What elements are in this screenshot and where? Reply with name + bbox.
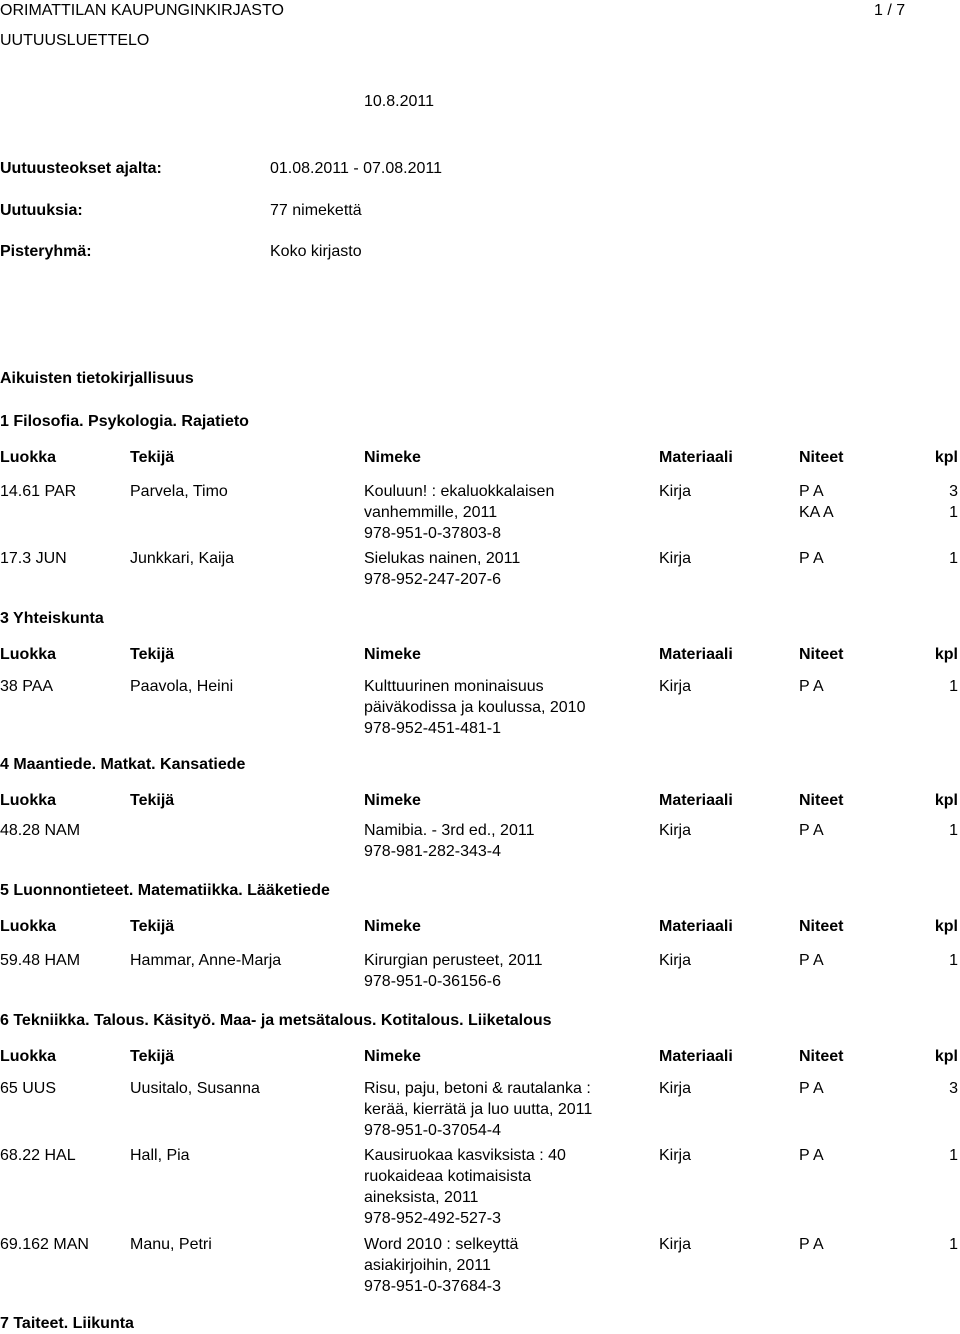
new-count-label: Uutuuksia: xyxy=(0,202,83,219)
material: Kirja xyxy=(659,1080,692,1097)
volume-line: P A xyxy=(799,1147,824,1164)
title-cell xyxy=(364,820,534,862)
material: Kirja xyxy=(659,822,692,839)
column-header-volumes: Niteet xyxy=(799,1048,844,1065)
column-header-count: kpl xyxy=(934,1048,958,1065)
material: Kirja xyxy=(659,952,692,969)
author: Manu, Petri xyxy=(130,1236,212,1253)
class-code: 38 PAA xyxy=(0,678,54,695)
period-label: Uutuusteokset ajalta: xyxy=(0,160,162,177)
column-header-class: Luokka xyxy=(0,646,57,663)
count-cell xyxy=(949,1145,958,1166)
column-header-count: kpl xyxy=(934,646,958,663)
author: Hall, Pia xyxy=(130,1147,190,1164)
column-header-author: Tekijä xyxy=(130,1048,175,1065)
title-line: Kouluun! : ekaluokkalaisen xyxy=(364,483,555,500)
material: Kirja xyxy=(659,483,692,500)
class-code: 59.48 HAM xyxy=(0,952,81,969)
title-cell xyxy=(364,1234,518,1297)
volume-line: P A xyxy=(799,822,824,839)
title-line: 978-951-0-37803-8 xyxy=(364,525,501,542)
count-cell xyxy=(949,548,958,569)
column-header-volumes: Niteet xyxy=(799,449,844,466)
column-header-volumes: Niteet xyxy=(799,918,844,935)
column-header-author: Tekijä xyxy=(130,918,175,935)
location-group-label: Pisteryhmä: xyxy=(0,243,92,260)
title-line: Kirurgian perusteet, 2011 xyxy=(364,952,543,969)
title-line: 978-951-0-37684-3 xyxy=(364,1278,501,1295)
section-heading: 1 Filosofia. Psykologia. Rajatieto xyxy=(0,413,249,430)
title-line: Word 2010 : selkeyttä xyxy=(364,1236,519,1253)
count-line: 1 xyxy=(949,1236,958,1253)
count-line: 3 xyxy=(949,1080,958,1097)
count-cell xyxy=(949,481,958,523)
class-code: 65 UUS xyxy=(0,1080,57,1097)
volumes-cell xyxy=(799,481,834,523)
title-cell xyxy=(364,676,585,739)
column-header-count: kpl xyxy=(934,792,958,809)
column-header-count: kpl xyxy=(934,918,958,935)
column-header-class: Luokka xyxy=(0,918,57,935)
title-line: kerää, kierrätä ja luo uutta, 2011 xyxy=(364,1101,593,1118)
column-header-material: Materiaali xyxy=(659,646,733,663)
column-header-material: Materiaali xyxy=(659,792,733,809)
author: Paavola, Heini xyxy=(130,678,234,695)
column-header-title: Nimeke xyxy=(364,792,421,809)
column-header-title: Nimeke xyxy=(364,1048,421,1065)
column-header-author: Tekijä xyxy=(130,792,175,809)
volume-line: P A xyxy=(799,550,824,567)
title-line: 978-951-0-37054-4 xyxy=(364,1122,501,1139)
report-date: 10.8.2011 xyxy=(364,93,434,110)
class-code: 14.61 PAR xyxy=(0,483,77,500)
column-header-class: Luokka xyxy=(0,449,57,466)
material: Kirja xyxy=(659,678,692,695)
author: Parvela, Timo xyxy=(130,483,228,500)
material: Kirja xyxy=(659,1236,692,1253)
count-line: 1 xyxy=(949,550,958,567)
column-header-class: Luokka xyxy=(0,792,57,809)
volume-line: P A xyxy=(799,483,824,500)
column-header-author: Tekijä xyxy=(130,646,175,663)
column-header-title: Nimeke xyxy=(364,449,421,466)
author: Junkkari, Kaija xyxy=(130,550,235,567)
title-line: Kulttuurinen moninaisuus xyxy=(364,678,544,695)
location-group-value: Koko kirjasto xyxy=(270,243,362,260)
class-code: 69.162 MAN xyxy=(0,1236,89,1253)
column-header-author: Tekijä xyxy=(130,449,175,466)
title-line: Namibia. - 3rd ed., 2011 xyxy=(364,822,535,839)
section-heading: 6 Tekniikka. Talous. Käsityö. Maa- ja metsätalous. Kotitalous. Liiketalous xyxy=(0,1012,552,1029)
title-cell xyxy=(364,950,542,992)
title-line: asiakirjoihin, 2011 xyxy=(364,1257,491,1274)
volumes-cell xyxy=(799,1078,824,1099)
title-line: Risu, paju, betoni & rautalanka : xyxy=(364,1080,591,1097)
title-line: 978-981-282-343-4 xyxy=(364,843,501,860)
class-code: 48.28 NAM xyxy=(0,822,81,839)
title-line: 978-952-451-481-1 xyxy=(364,720,501,737)
title-line: 978-952-492-527-3 xyxy=(364,1210,501,1227)
period-value: 01.08.2011 - 07.08.2011 xyxy=(270,160,442,177)
column-header-material: Materiaali xyxy=(659,918,733,935)
title-line: 978-951-0-36156-6 xyxy=(364,973,501,990)
title-cell xyxy=(364,548,520,590)
title-cell xyxy=(364,1078,592,1141)
volume-line: P A xyxy=(799,678,824,695)
column-header-class: Luokka xyxy=(0,1048,57,1065)
column-header-title: Nimeke xyxy=(364,918,421,935)
category-heading: Aikuisten tietokirjallisuus xyxy=(0,370,194,387)
count-line: 1 xyxy=(949,678,958,695)
column-header-title: Nimeke xyxy=(364,646,421,663)
title-line: aineksista, 2011 xyxy=(364,1189,479,1206)
volume-line: P A xyxy=(799,1080,824,1097)
count-cell xyxy=(949,676,958,697)
volumes-cell xyxy=(799,1145,824,1166)
page-number: 1 / 7 xyxy=(874,2,906,19)
count-cell xyxy=(949,1078,958,1099)
count-cell xyxy=(949,820,958,841)
author: Uusitalo, Susanna xyxy=(130,1080,260,1097)
volume-line: KA A xyxy=(799,504,834,521)
list-title: UUTUUSLUETTELO xyxy=(0,32,150,49)
volumes-cell xyxy=(799,950,824,971)
new-count-value: 77 nimekettä xyxy=(270,202,362,219)
volume-line: P A xyxy=(799,1236,824,1253)
volumes-cell xyxy=(799,820,824,841)
volumes-cell xyxy=(799,676,824,697)
count-line: 1 xyxy=(949,1147,958,1164)
class-code: 17.3 JUN xyxy=(0,550,67,567)
section-heading: 4 Maantiede. Matkat. Kansatiede xyxy=(0,756,246,773)
volumes-cell xyxy=(799,1234,824,1255)
library-name: ORIMATTILAN KAUPUNGINKIRJASTO xyxy=(0,2,284,19)
column-header-material: Materiaali xyxy=(659,1048,733,1065)
author: Hammar, Anne-Marja xyxy=(130,952,282,969)
material: Kirja xyxy=(659,550,692,567)
count-line: 1 xyxy=(949,952,958,969)
count-cell xyxy=(949,950,958,971)
count-line: 1 xyxy=(949,822,958,839)
title-line: 978-952-247-207-6 xyxy=(364,571,501,588)
column-header-material: Materiaali xyxy=(659,449,733,466)
section-heading: 7 Taiteet. Liikunta xyxy=(0,1315,134,1332)
class-code: 68.22 HAL xyxy=(0,1147,76,1164)
section-heading: 3 Yhteiskunta xyxy=(0,610,104,627)
column-header-volumes: Niteet xyxy=(799,646,844,663)
volume-line: P A xyxy=(799,952,824,969)
count-cell xyxy=(949,1234,958,1255)
material: Kirja xyxy=(659,1147,692,1164)
column-header-volumes: Niteet xyxy=(799,792,844,809)
section-heading: 5 Luonnontieteet. Matematiikka. Lääketiede xyxy=(0,882,330,899)
title-line: ruokaideaa kotimaisista xyxy=(364,1168,532,1185)
column-header-count: kpl xyxy=(934,449,958,466)
title-line: Kausiruokaa kasviksista : 40 xyxy=(364,1147,566,1164)
title-line: päiväkodissa ja koulussa, 2010 xyxy=(364,699,586,716)
title-cell xyxy=(364,481,554,544)
volumes-cell xyxy=(799,548,824,569)
title-line: vanhemmille, 2011 xyxy=(364,504,498,521)
count-line: 1 xyxy=(949,504,958,521)
title-cell xyxy=(364,1145,566,1229)
title-line: Sielukas nainen, 2011 xyxy=(364,550,521,567)
count-line: 3 xyxy=(949,483,958,500)
